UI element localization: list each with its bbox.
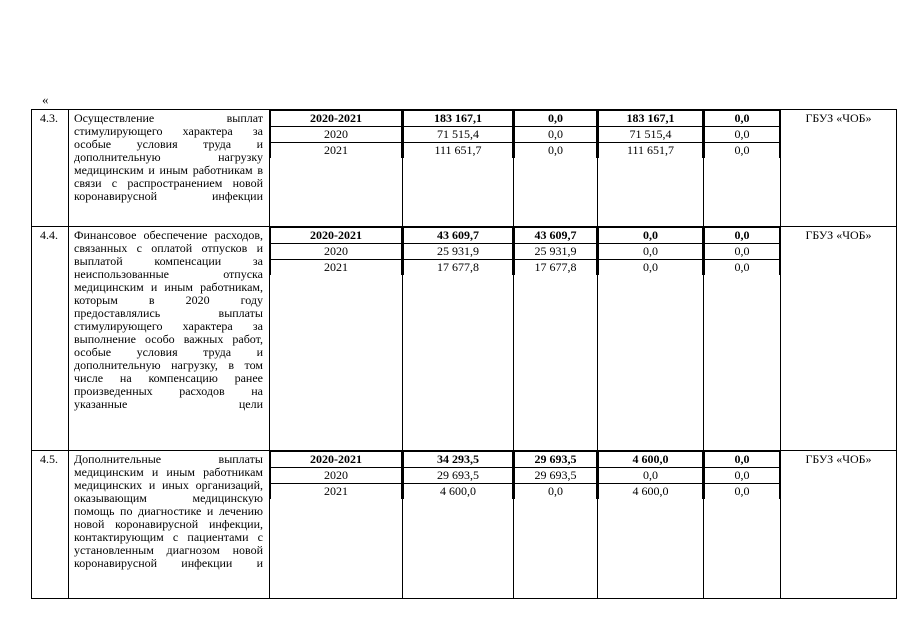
row-number: 4.3. [32,110,69,227]
budget-table [31,109,897,599]
total-cell: 43 609,7 25 931,9 17 677,8 [403,227,514,451]
table-row [32,451,897,599]
years-cell: 2020-2021 2020 2021 [270,451,403,599]
col3-cell: 4 600,0 0,0 4 600,0 [598,451,704,599]
col2-cell: 43 609,7 25 931,9 17 677,8 [514,227,598,451]
table-row [32,110,897,227]
col4-cell: 0,0 0,0 0,0 [704,227,781,451]
total-cell: 34 293,5 29 693,5 4 600,0 [403,451,514,599]
col3-cell: 183 167,1 71 515,4 111 651,7 [598,110,704,227]
organization: ГБУЗ «ЧОБ» [781,227,897,451]
col4-cell: 0,0 0,0 0,0 [704,110,781,227]
col4-cell: 0,0 0,0 0,0 [704,451,781,599]
years-cell: 2020-2021 2020 2021 [270,227,403,451]
opening-quote: « [42,92,49,107]
organization: ГБУЗ «ЧОБ» [781,451,897,599]
col3-cell: 0,0 0,0 0,0 [598,227,704,451]
col2-cell: 29 693,5 29 693,5 0,0 [514,451,598,599]
col2-cell: 0,0 0,0 0,0 [514,110,598,227]
organization: ГБУЗ «ЧОБ» [781,110,897,227]
total-cell: 183 167,1 71 515,4 111 651,7 [403,110,514,227]
row-number: 4.5. [32,451,69,599]
row-number: 4.4. [32,227,69,451]
years-cell: 2020-2021 2020 2021 [270,110,403,227]
row-description: Осуществление выплат стимулирующего характера за особые условия труда и дополнительную нагрузку медицинским и иным работникам в связи с распространением новой коронавирусной инфекции [69,110,270,227]
row-description: Дополнительные выплаты медицинским и иным работникам медицинских и иных организаций, оказывающим медицинскую помощь по диагностике и лечению новой коронавирусной инфекции, контактирующим с пациентами с установленным диагнозом новой коронавирусной инфекции и [69,451,270,599]
row-description: Финансовое обеспечение расходов, связанных с оплатой отпусков и выплатой компенсации за неиспользованные отпуска медицинским и иным работникам, которым в 2020 году предоставлялись выплаты стимулирующего характера за выполнение особо важных работ, особые условия труда и дополнительную нагрузку, в том числе на компенсацию ранее произведенных расходов на указанные цели [69,227,270,451]
table-row [32,227,897,451]
